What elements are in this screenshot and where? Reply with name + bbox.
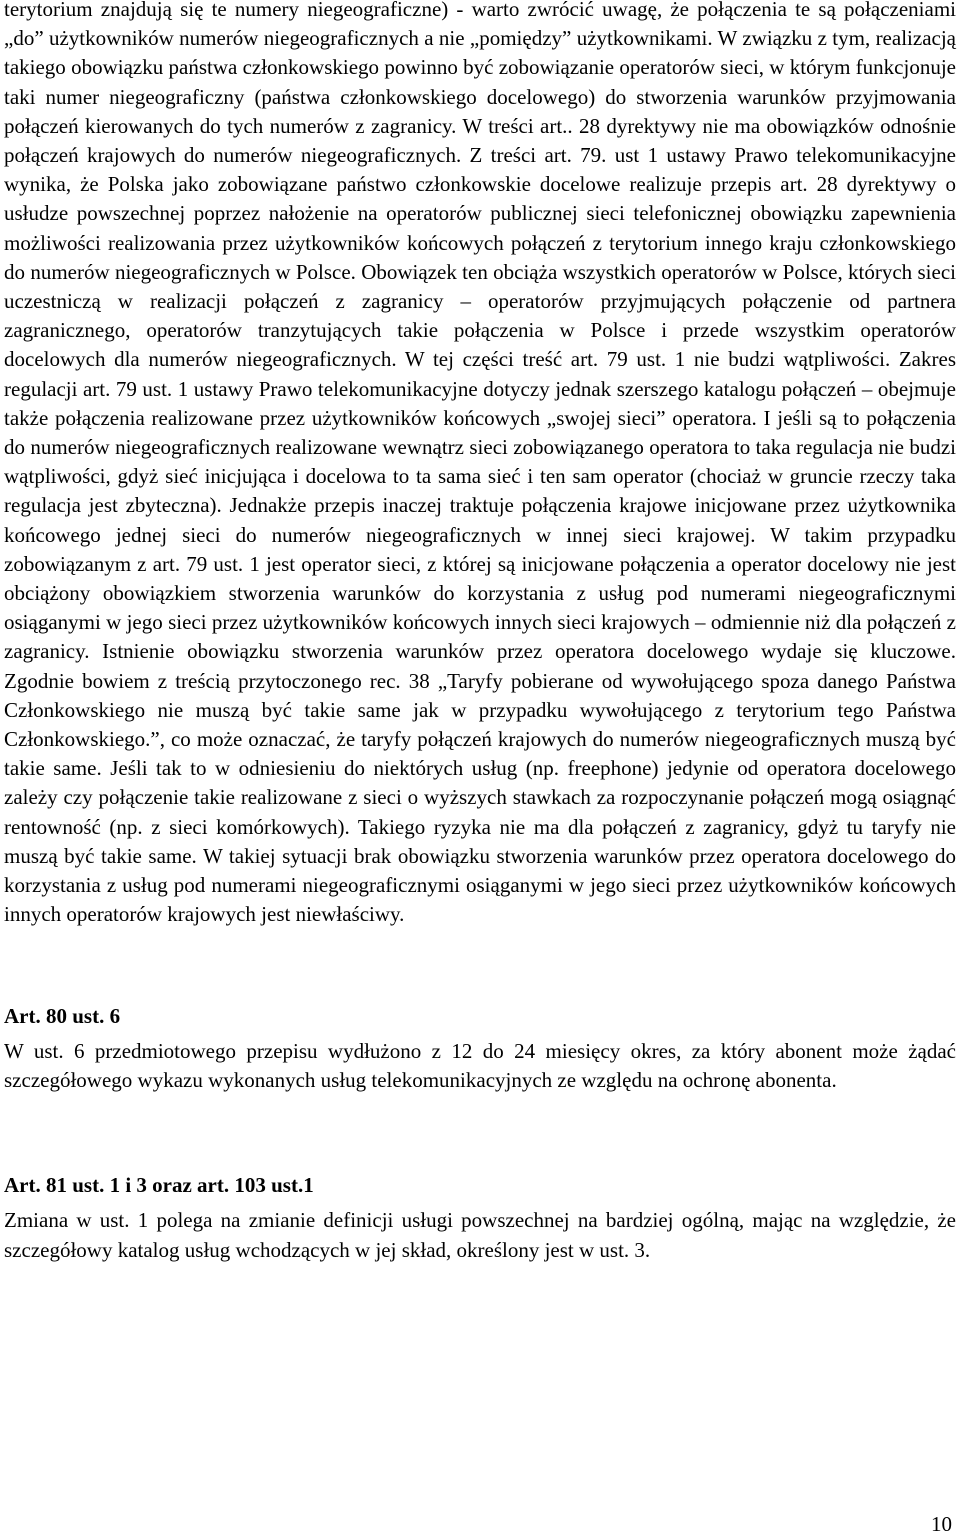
section-body-art-81: Zmiana w ust. 1 polega na zmianie definicji usługi powszechnej na bardziej ogólną, mając na względzie, że szczegółowy katalog usług wchodzących w jej skład, określony jest w ust. 3. — [4, 1208, 956, 1262]
page-number: 10 — [931, 1512, 952, 1536]
section-heading-art-80: Art. 80 ust. 6 — [4, 1003, 121, 1028]
body-paragraph: terytorium znajdują się te numery niegeograficzne) - warto zwrócić uwagę, że połączenia te są połączeniami „do” użytkowników numerów niegeograficznych a nie „pomiędzy” użytkownikami. W związku z tym, realizacją takiego obowiązku państwa członkowskiego powinno być zobowiązanie operatorów sieci, w którym funkcjonuje taki numer niegeograficzny (państwa członkowskiego docelowego) do stworzenia warunków przyjmowania połączeń kierowanych do tych numerów z zagranicy. W treści art.. 28 dyrektywy nie ma obowiązków odnośnie połączeń krajowych do numerów niegeograficznych. Z treści art. 79. ust 1 ustawy Prawo telekomunikacyjne wynika, że Polska jako zobowiązane państwo członkowskie docelowe realizuje przepis art. 28 dyrektywy o usłudze powszechnej poprzez nałożenie na operatorów publicznej sieci telefonicznej obowiązku zapewnienia możliwości realizowania przez użytkowników końcowych połączeń z terytorium innego kraju członkowskiego do numerów niegeograficznych w Polsce. Obowiązek ten obciąża wszystkich operatorów w Polsce, których sieci uczestniczą w realizacji połączeń z zagranicy – operatorów przyjmujących połączenie od partnera zagranicznego, operatorów tranzytujących takie połączenia w Polsce i przede wszystkim operatorów docelowych dla numerów niegeograficznych. W tej części treść art. 79 ust. 1 nie budzi wątpliwości. Zakres regulacji art. 79 ust. 1 ustawy Prawo telekomunikacyjne dotyczy jednak szerszego katalogu połączeń – obejmuje także połączenia realizowane przez użytkowników końcowych „swojej sieci” operatora. I jeśli są to połączenia do numerów niegeograficznych realizowane wewnątrz sieci zobowiązanego operatora to taka regulacja nie budzi wątpliwości, gdyż sieć inicjująca i docelowa to ta sama sieć i ten sam operator (chociaż w gruncie rzeczy taka regulacja jest zbyteczna). Jednakże przepis inaczej traktuje połączenia krajowe inicjowane przez użytkownika końcowego jednej sieci do numerów niegeograficznych w innej sieci krajowej. W takim przypadku zobowiązanym z art. 79 ust. 1 jest operator sieci, z której są inicjowane połączenia a operator docelowy nie jest obciążony obowiązkiem stworzenia warunków do korzystania z usług pod numerami niegeograficznymi osiąganymi w jego sieci przez użytkowników końcowych innych sieci krajowych – odmiennie niż dla połączeń z zagranicy. Istnienie obowiązku stworzenia warunków przez operatora docelowego wydaje się kluczowe. Zgodnie bowiem z treścią przytoczonego rec. 38 „Taryfy pobierane od wywołującego spoza danego Państwa Członkowskiego nie muszą być takie same jak w przypadku wywołującego z terytorium tego Państwa Członkowskiego.”, co może oznaczać, że taryfy połączeń krajowych do numerów niegeograficznych muszą być takie same. Jeśli tak to w odniesieniu do niektórych usług (np. freephone) jedynie od operatora docelowego zależy czy połączenie takie realizowane z sieci o wyższych stawkach za rozpoczynanie połączeń mogą osiągnąć rentowność (np. z sieci komórkowych). Takiego ryzyka nie ma dla połączeń z zagranicy, gdyż tu taryfy nie muszą być takie same. W takiej sytuacji brak obowiązku stworzenia warunków przez operatora docelowego do korzystania z usług pod numerami niegeograficznymi osiąganymi w jego sieci przez użytkowników końcowych innych operatorów krajowych jest niewłaściwy. — [4, 0, 956, 927]
section-heading-art-81: Art. 81 ust. 1 i 3 oraz art. 103 ust.1 — [4, 1173, 314, 1198]
section-spacer — [4, 1095, 956, 1171]
section-spacer — [4, 930, 956, 1002]
document-page — [4, 0, 956, 1265]
section-body-art-80: W ust. 6 przedmiotowego przepisu wydłużono z 12 do 24 miesięcy okres, za który abonent może żądać szczegółowego wykazu wykonanych usług telekomunikacyjnych ze względu na ochronę abonenta. — [4, 1038, 956, 1092]
